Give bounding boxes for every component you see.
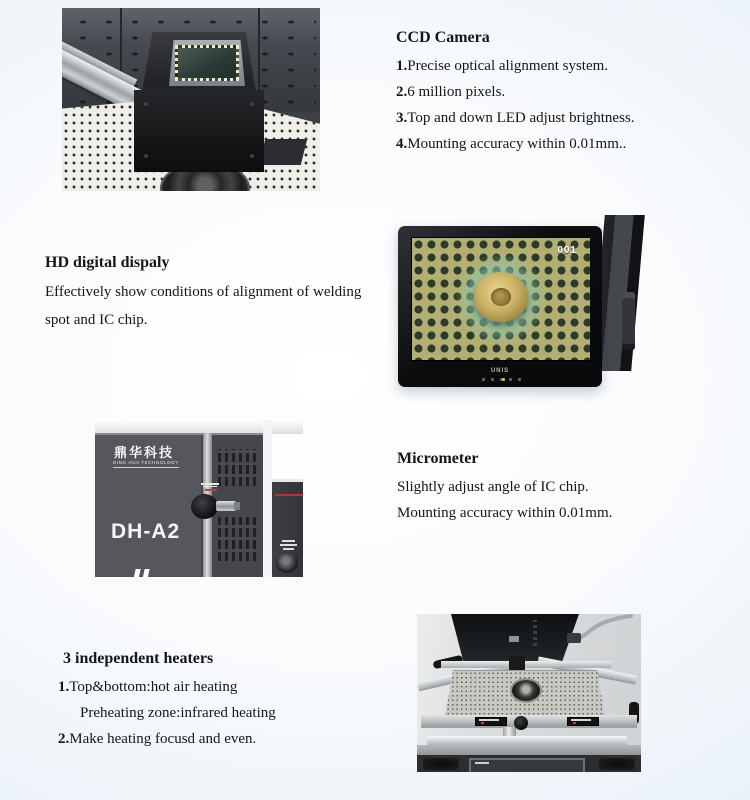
micrometer-label	[199, 483, 225, 492]
center-clamp	[509, 656, 525, 671]
side-panel	[272, 479, 303, 577]
ccd-camera-box	[134, 32, 264, 172]
vent-slots-upper	[218, 449, 260, 486]
micrometer-title: Micrometer	[397, 450, 479, 467]
pcb-support-rail-front	[421, 715, 637, 728]
micrometer-shaft	[216, 501, 236, 511]
panel-bottom-marks	[134, 567, 158, 577]
brand-name-chinese: 鼎华科技	[114, 446, 175, 461]
pcb-support-rail-top	[441, 661, 611, 668]
rail-adjust-knob	[514, 716, 528, 730]
rail-label-left	[475, 717, 507, 726]
osd-counter: 001	[557, 245, 577, 256]
vent-slots-lower	[218, 517, 260, 561]
monitor-mount-clamp	[622, 292, 635, 350]
control-console	[417, 755, 641, 772]
item-text: Mounting accuracy within 0.01mm..	[407, 136, 627, 152]
item-text: Top and down LED adjust brightness.	[407, 110, 635, 126]
monitor-brand-logo: UNIS	[490, 368, 510, 374]
camera-top-face	[142, 32, 256, 92]
ccd-camera-title: CCD Camera	[396, 29, 490, 46]
led-ring	[175, 45, 239, 81]
heaters-item-1	[58, 674, 398, 700]
model-name: DH-A2	[111, 520, 181, 543]
adjust-dial	[276, 553, 298, 573]
micrometer-shaft-tip	[234, 502, 240, 510]
item-number: 2.	[396, 84, 408, 100]
hd-display-title: HD digital dispaly	[45, 254, 170, 271]
item-number: 2.	[58, 731, 70, 747]
rail-label-right	[567, 717, 599, 726]
machine-interior-photo	[417, 614, 641, 772]
front-guide-bar	[427, 736, 627, 745]
ccd-camera-text-block	[396, 28, 741, 157]
dha2-micrometer-photo	[95, 420, 303, 577]
brand-name-english: DING HUA TECHNOLOGY	[113, 460, 179, 468]
gooseneck-lamp	[557, 614, 633, 656]
magnified-part-on-screen	[474, 272, 528, 322]
console-grille-right	[599, 758, 635, 770]
hood-vent	[533, 620, 537, 646]
heaters-item-3	[58, 726, 398, 752]
micrometer-knob	[191, 494, 218, 519]
heaters-text-block	[58, 649, 398, 752]
micrometer-line-1: Slightly adjust angle of IC chip.	[397, 479, 589, 495]
hood-latch	[509, 636, 519, 642]
hd-monitor-photo	[398, 212, 644, 395]
ccd-item-1	[396, 53, 741, 79]
camera-front-face	[134, 90, 264, 172]
hd-display-line-1: Effectively show conditions of alignment of welding	[45, 284, 362, 300]
ccd-camera-photo	[62, 8, 320, 191]
heaters-item-2	[58, 700, 398, 726]
micrometer-line-2: Mounting accuracy within 0.01mm.	[397, 505, 613, 521]
item-number: 1.	[396, 58, 408, 74]
item-text: Preheating zone:infrared heating	[80, 705, 276, 721]
ccd-item-3	[396, 105, 741, 131]
hd-display-line-2: spot and IC chip.	[45, 312, 148, 328]
camera-lens-window	[169, 40, 245, 86]
item-text: 6 million pixels.	[407, 84, 506, 100]
micrometer-text-block	[397, 449, 727, 526]
console-grille-left	[423, 758, 459, 770]
hd-display-text-block	[45, 253, 390, 334]
monitor-body	[398, 226, 602, 387]
side-panel-red-line	[275, 494, 303, 496]
item-number: 1.	[58, 679, 70, 695]
side-panel-label	[280, 540, 298, 551]
part-center	[491, 288, 511, 306]
item-text: Top&bottom:hot air heating	[69, 679, 238, 695]
bottom-heater-opening	[512, 680, 540, 701]
item-number: 4.	[396, 136, 408, 152]
power-led	[502, 378, 505, 381]
camera-screws	[144, 102, 148, 106]
item-text: Precise optical alignment system.	[407, 58, 609, 74]
item-text: Make heating focusd and even.	[69, 731, 257, 747]
panel-gap	[263, 420, 272, 577]
heaters-title: 3 independent heaters	[63, 650, 214, 667]
ccd-item-4	[396, 131, 741, 157]
plate-notch	[259, 139, 307, 165]
monitor-screen	[411, 237, 591, 361]
ccd-item-2	[396, 79, 741, 105]
item-number: 3.	[396, 110, 408, 126]
console-touchscreen	[469, 758, 585, 772]
